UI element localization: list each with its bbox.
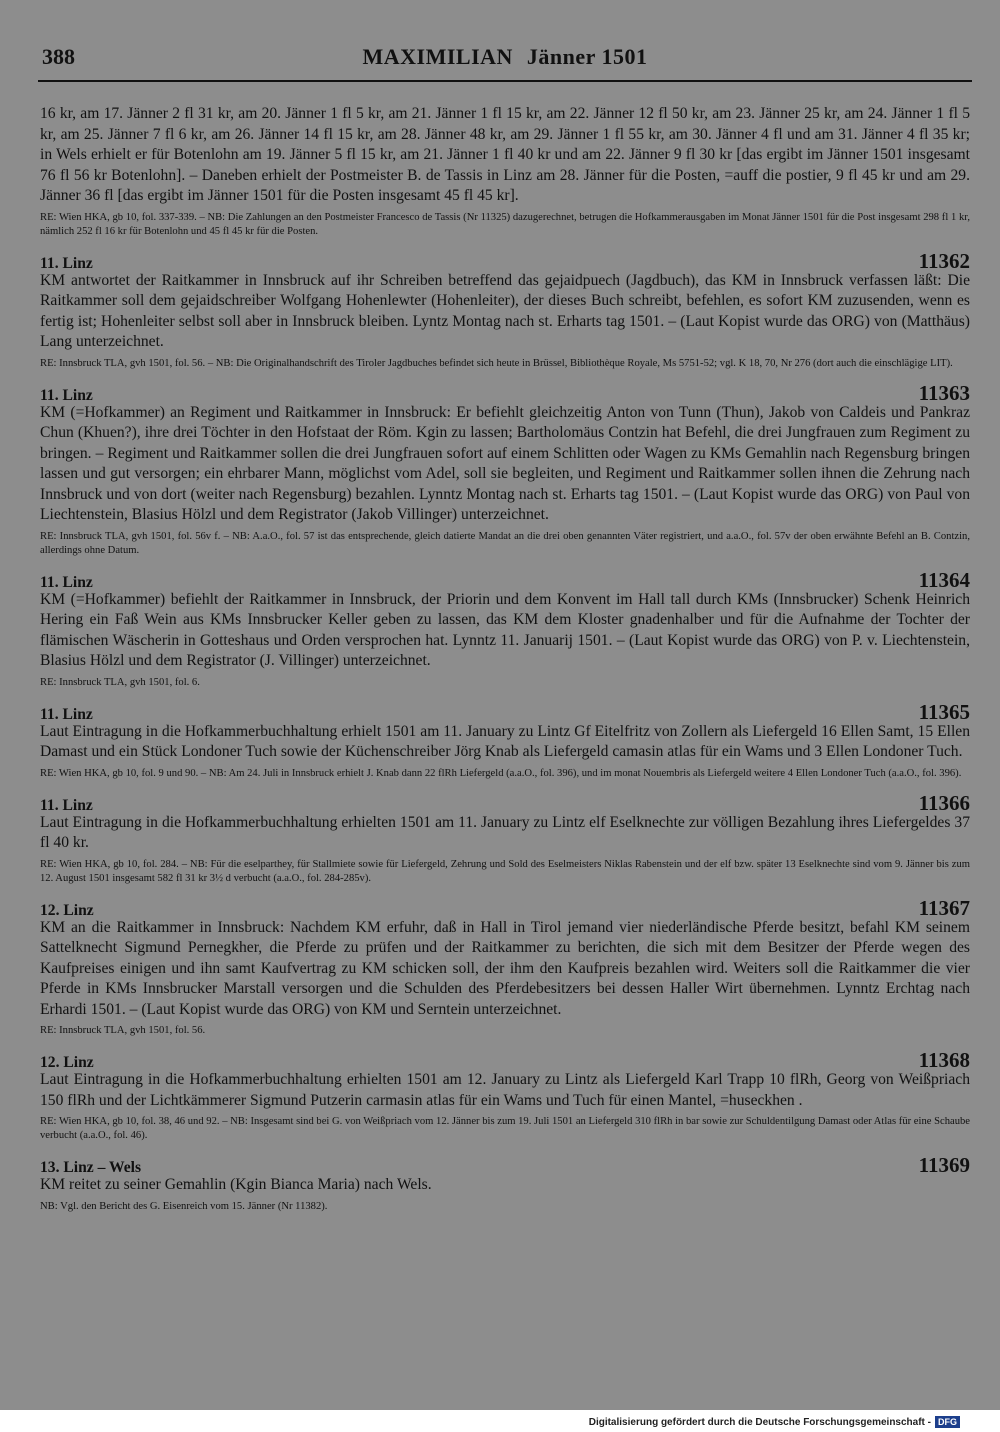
entry-text: KM an die Raitkammer in Innsbruck: Nachdem KM erfuhr, daß in Hall in Tirol jemand vier niederländische Pferde besitzt, befahl KM seinem Sattelknecht Sigmund Pernegkher, die Pferde zu prüfen und der Raitkammer zu berichten, die sich mit dem Besitzer der Pferde wegen des Kaufpreises einigen und ihn samt Kaufvertrag zu KM schicken soll, der ihm den Kaufpreis bezahlen wird. Weiters soll die Raitkammer die vier Pferde in KMs Innsbrucker Marstall versorgen und die Schulden des Pferdebesitzers bei dessen Haller Wirt übernehmen. Lynntz Erchtag nach Erhardi 1501. – (Laut Kopist wurde das ORG) von KM und Serntein unterzeichnet. bbox=[40, 918, 970, 1018]
page-number: 388 bbox=[42, 44, 75, 69]
entry-note: RE: Wien HKA, gb 10, fol. 38, 46 und 92. – NB: Insgesamt sind bei G. von Weißpriach vom 12. Jänner bis zum 19. Juli 1501 an Liefergeld 310 flRh in bar sowie zur Schuldentilgung Damast oder Atlas für eine Schaube verbucht (a.a.O., fol. 46). bbox=[40, 1116, 970, 1141]
entry-text: Laut Eintragung in die Hofkammerbuchhaltung erhielten 1501 am 12. January zu Lintz als Liefergeld Karl Trapp 10 flRh, Georg von Weißpriach 150 flRh und der Lichtkämmerer Sigmund Putzerin carmasin atlas für ein Wams und Tuch für einen Mantel, =huseckhen . bbox=[40, 1071, 970, 1109]
entry-header bbox=[40, 381, 970, 403]
entry-header bbox=[40, 568, 970, 590]
entry-11363 bbox=[40, 381, 970, 558]
entry-header bbox=[40, 700, 970, 722]
entry-text: KM antwortet der Raitkammer in Innsbruck auf ihr Schreiben betreffend das gejaidpuech (Jagdbuch), das KM in Innsbruck verfassen läßt: Die Raitkammer soll dem gejaidschreiber Wolfgang Hohenlewter (Hohenleiter), der dieses Buch schreibt, befehlen, es sofort KM zuzusenden, wenn es fertig ist; Hohenleiter selbst soll aber in Innsbruck bleiben. Lyntz Montag nach st. Erharts tag 1501. – (Laut Kopist wurde das ORG) von (Matthäus) Lang unterzeichnet. bbox=[40, 271, 970, 350]
entry-note: NB: Vgl. den Bericht des G. Eisenreich vom 15. Jänner (Nr 11382). bbox=[40, 1200, 328, 1212]
entry-note: RE: Innsbruck TLA, gvh 1501, fol. 6. bbox=[40, 676, 200, 688]
entry-note: RE: Wien HKA, gb 10, fol. 284. – NB: Für die eselparthey, für Stallmiete sowie für Liefergeld, Zehrung und Sold des Eselmeisters Niklas Rabenstein und der elf bzw. später 13 Eselknechte sind vom 9. Jänner bis zum 12. August 1501 insgesamt 582 fl 31 kr 3½ d verbucht (a.a.O., fol. 284-285v). bbox=[40, 858, 970, 884]
entry-11362 bbox=[40, 249, 970, 371]
entry-date: 13. Linz – Wels bbox=[40, 1159, 142, 1176]
entry-note: RE: Innsbruck TLA, gvh 1501, fol. 56. bbox=[40, 1025, 206, 1036]
entry-number: 11369 bbox=[918, 1153, 970, 1177]
entry-number: 11366 bbox=[918, 790, 970, 815]
entry-11366 bbox=[40, 791, 970, 886]
entry-text: KM (=Hofkammer) befiehlt der Raitkammer in Innsbruck, der Priorin und dem Konvent im Hall tall durch KMs (Innsbrucker) Schenk Heinrich Hering ein Faß Wein aus KMs Innsbrucker Keller geben zu lassen, das KM dem Kloster gnadenhalber und für die Aufnahme der Tochter der flämischen Wäscherin in Gotteshaus und Orden versprochen hat. Lynntz 11. Januarij 1501. – (Laut Kopist wurde das ORG) von P. v. Liechtenstein, Blasius Hölzl und dem Registrator (J. Villinger) unterzeichnet. bbox=[40, 590, 970, 669]
title-date: Jänner 1501 bbox=[526, 44, 648, 69]
entry-number: 11362 bbox=[918, 248, 970, 273]
entry-number: 11368 bbox=[918, 1048, 970, 1072]
entry-11364 bbox=[40, 568, 970, 690]
entry-header bbox=[40, 1153, 970, 1175]
entry-text: KM (=Hofkammer) an Regiment und Raitkammer in Innsbruck: Er befiehlt gleichzeitig Anton von Tunn (Thun), Jakob von Caldeis und Pankraz Chun (Khuen?), ihre drei Töchter in den Hofstaat der Röm. Kgin zu lassen; Bartholomäus Contzin hat Befehl, die drei Jungfrauen zum Regiment zu bringen. – Regiment und Raitkammer sollen die drei Jungfrauen sofort auf einem Schlitten oder Wagen zu KMs Gemahlin nach Regensburg bringen lassen und gut versorgen; ein ehrbarer Mann, möglichst vom Adel, soll sie begleiten, und Regiment und Raitkammer sollen ihnen die Zehrung nach Innsbruck und von dort (weiter nach Regensburg) bezahlen. Lynntz Montag nach st. Erharts tag 1501. – (Laut Kopist wurde das ORG) von Paul von Liechtenstein, Blasius Hölzl und dem Registrator (Jakob Villinger) unterzeichnet. bbox=[40, 403, 970, 523]
entry-date: 11. Linz bbox=[40, 573, 93, 591]
entry-date: 11. Linz bbox=[40, 386, 93, 404]
entry-date: 11. Linz bbox=[40, 254, 93, 272]
credit-text: Digitalisierung gefördert durch die Deutsche Forschungsgemeinschaft - bbox=[588, 1416, 931, 1428]
entry-header bbox=[40, 896, 970, 918]
entry-header bbox=[40, 249, 970, 271]
entry-header bbox=[40, 791, 970, 813]
entry-note: RE: Wien HKA, gb 10, fol. 9 und 90. – NB: Am 24. Juli in Innsbruck erhielt J. Knab dann 22 flRh Liefergeld (a.a.O., fol. 396), und im monat Nouembris als Liefergeld weitere 4 Ellen Londoner Tuch (a.a.O., fol. 396). bbox=[40, 767, 962, 779]
title-main: MAXIMILIAN bbox=[362, 44, 513, 69]
running-header bbox=[38, 44, 972, 82]
entry-11369 bbox=[40, 1153, 970, 1214]
entry-11368 bbox=[40, 1048, 970, 1143]
dfg-logo: DFG bbox=[935, 1416, 960, 1428]
entry-date: 12. Linz bbox=[40, 901, 94, 919]
running-title bbox=[38, 44, 972, 70]
digitization-credit bbox=[589, 1416, 960, 1428]
entry-number: 11365 bbox=[918, 699, 970, 724]
entry-number: 11364 bbox=[918, 567, 970, 592]
entry-date: 12. Linz bbox=[40, 1054, 94, 1071]
intro-note: RE: Wien HKA, gb 10, fol. 337-339. – NB: Die Zahlungen an den Postmeister Francesco de Tassis (Nr 11325) dazugerechnet, betrugen die Hofkammerausgaben im Monat Jänner 1501 für die Post insgesamt 298 fl 1 kr, nämlich 252 fl 16 kr für Botenlohn und 45 fl 45 kr für die Posten. bbox=[40, 211, 970, 237]
entry-text: Laut Eintragung in die Hofkammerbuchhaltung erhielt 1501 am 11. January zu Lintz Gf Eitelfritz von Zollern als Liefergeld 16 Ellen Samt, 15 Ellen Damast und ein Stück Londoner Tuch sowie der Küchenschreiber Jörg Knab als Liefergeld camasin atlas für ein Wams und 3 Ellen Londoner Tuch. bbox=[40, 722, 970, 760]
entry-11367 bbox=[40, 896, 970, 1039]
intro-text: 16 kr, am 17. Jänner 2 fl 31 kr, am 20. Jänner 1 fl 5 kr, am 21. Jänner 1 fl 15 kr, am 22. Jänner 12 fl 50 kr, am 23. Jänner 25 kr, am 24. Jänner 1 fl 5 kr, am 25. Jänner 7 fl 6 kr, am 26. Jänner 14 fl 15 kr, am 28. Jänner 48 kr, am 29. Jänner 1 fl 55 kr, am 30. Jänner 4 fl und am 31. Jänner 4 fl 35 kr; in Wels erhielt er für Botenlohn am 19. Jänner 5 fl 15 kr, am 21. Jänner 1 fl 40 kr und am 22. Jänner 9 fl 30 kr [das ergibt im Jänner 1501 insgesamt 76 fl 56 kr Botenlohn]. – Daneben erhielt der Postmeister B. de Tassis in Linz am 28. Jänner für die Posten, =auff die postier, 9 fl 45 kr und am 29. Jänner 36 fl [das ergibt im Jänner 1501 für die Posten insgesamt 45 fl 45 kr]. bbox=[40, 105, 970, 204]
entry-note: RE: Innsbruck TLA, gvh 1501, fol. 56v f. – NB: A.a.O., fol. 57 ist das entsprechende, gleich datierte Mandat an die drei oben genannten Väter registriert, und a.a.O., fol. 57v der oben erwähnte Befehl an B. Contzin, allerdings ohne Datum. bbox=[40, 530, 970, 556]
entry-text: Laut Eintragung in die Hofkammerbuchhaltung erhielten 1501 am 11. January zu Lintz elf Eselknechte zur völligen Bezahlung ihres Liefergeldes 37 fl 40 kr. bbox=[40, 813, 970, 851]
entry-note: RE: Innsbruck TLA, gvh 1501, fol. 56. – NB: Die Originalhandschrift des Tiroler Jagdbuches befindet sich heute in Brüssel, Bibliothèque Royale, Ms 5751-52; vgl. K 18, 70, Nr 276 (dort auch die einschlägige LIT). bbox=[40, 357, 953, 369]
entry-date: 11. Linz bbox=[40, 705, 93, 723]
entry-header bbox=[40, 1048, 970, 1070]
entry-date: 11. Linz bbox=[40, 796, 93, 814]
page-content bbox=[40, 104, 970, 1214]
entry-11365 bbox=[40, 700, 970, 781]
entry-text: KM reitet zu seiner Gemahlin (Kgin Bianca Maria) nach Wels. bbox=[40, 1176, 432, 1193]
entry-number: 11363 bbox=[918, 380, 970, 405]
entry-number: 11367 bbox=[918, 895, 970, 920]
